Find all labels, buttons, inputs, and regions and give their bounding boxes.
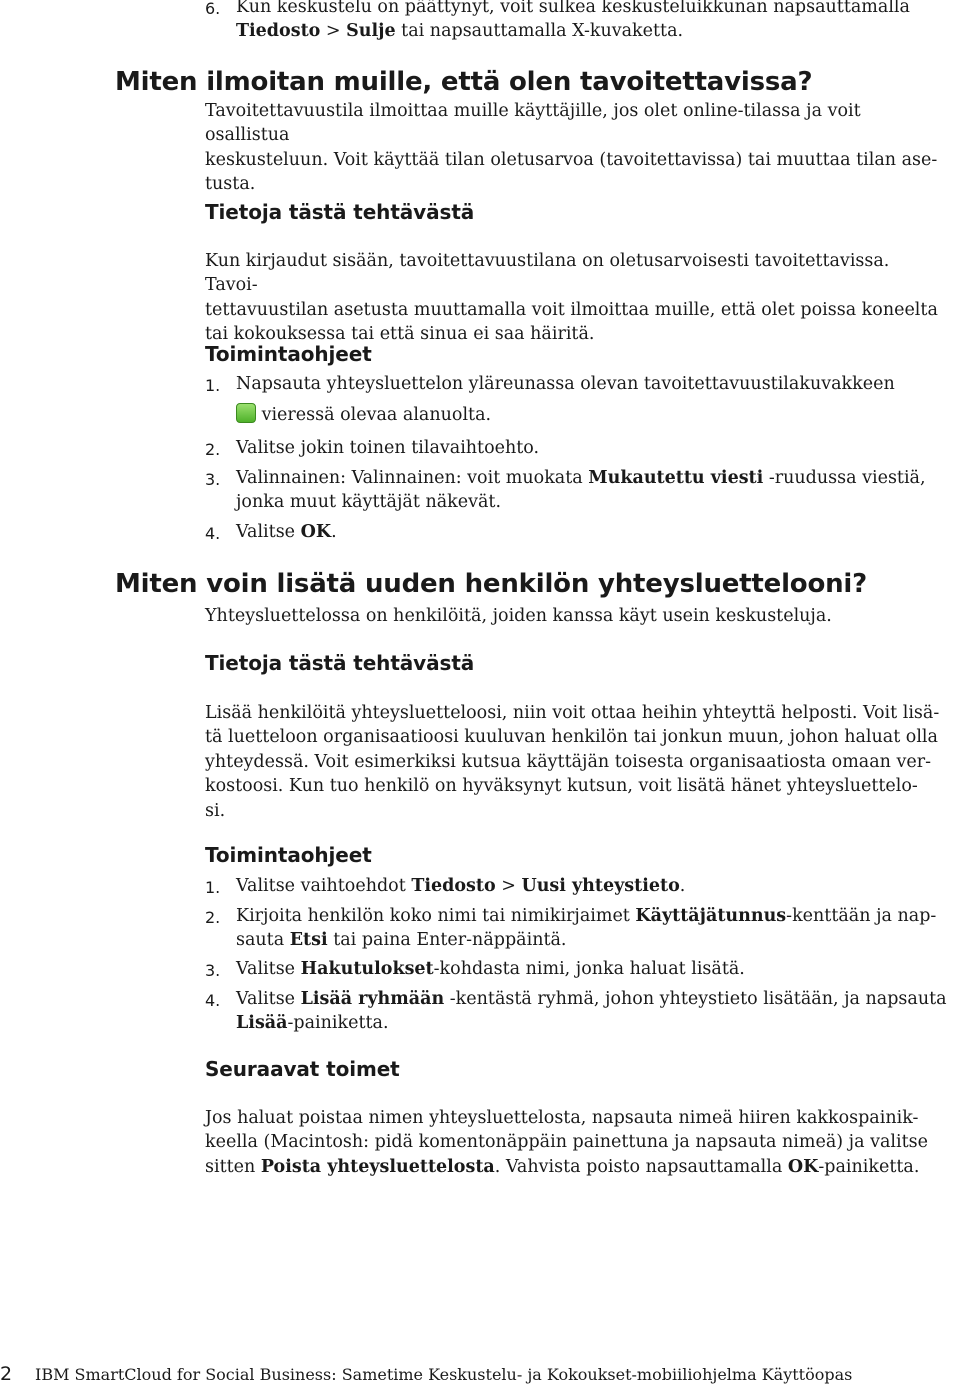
- section-intro: Tavoitettavuustila ilmoittaa muille käyttäjille, jos olet online-tilassa ja voit osallistua keskusteluun. Voit käyttää tilan oletusarvoa (tavoitettavissa) tai muuttaa tilan ase- tusta.: [205, 101, 938, 195]
- step-number: 1.: [205, 376, 221, 395]
- next-paragraph: Jos haluat poistaa nimen yhteysluettelosta, napsauta nimeä hiiren kakkospainik- keella (Macintosh: pidä komentonäppäin painettuna ja napsauta nimeä) ja valitse sitten Poista yhteysluettelosta. Vahvista poisto napsauttamalla OK-painiketta.: [205, 1108, 928, 1177]
- section-intro: Yhteysluettelossa on henkilöitä, joiden kanssa käyt usein keskusteluja.: [205, 606, 832, 626]
- step-item: Valinnainen: Valinnainen: voit muokata Mukautettu viesti -ruudussa viestiä, jonka muut käyttäjät näkevät.: [236, 468, 926, 513]
- step-item: Valitse vaihtoehdot Tiedosto > Uusi yhteystieto.: [236, 876, 686, 896]
- list-item: [236, 0, 956, 44]
- list-number: 6.: [205, 0, 221, 18]
- subheading-steps: Toimintaohjeet: [205, 843, 372, 867]
- list-item-text: Kun keskustelu on päättynyt, voit sulkea keskusteluikkunan napsauttamalla: [236, 0, 910, 17]
- subheading-about: Tietoja tästä tehtävästä: [205, 651, 475, 675]
- step-item: Valitse OK.: [236, 522, 337, 542]
- step-item: Kirjoita henkilön koko nimi tai nimikirjaimet Käyttäjätunnus-kenttään ja nap- sauta Etsi tai paina Enter-näppäintä.: [236, 906, 937, 951]
- step-item: Valitse jokin toinen tilavaihtoehto.: [236, 438, 540, 458]
- subheading-about: Tietoja tästä tehtävästä: [205, 200, 475, 224]
- step-number: 4.: [205, 524, 221, 543]
- step-number: 3.: [205, 961, 221, 980]
- step-number: 2.: [205, 908, 221, 927]
- about-paragraph: Kun kirjaudut sisään, tavoitettavuustilana on oletusarvoisesti tavoitettavissa. Tavoi- tettavuustilan asetusta muuttamalla voit ilmoittaa muille, että olet poissa koneelta tai kokouksessa tai että sinua ei saa häiritä.: [205, 251, 938, 345]
- subheading-steps: Toimintaohjeet: [205, 342, 372, 366]
- list-item-text: Tiedosto > Sulje tai napsauttamalla X-kuvaketta.: [236, 21, 684, 42]
- section-heading: Miten ilmoitan muille, että olen tavoitettavissa?: [115, 67, 813, 97]
- step-number: 3.: [205, 470, 221, 489]
- subheading-next: Seuraavat toimet: [205, 1057, 400, 1081]
- step-item: Napsauta yhteysluettelon yläreunassa olevan tavoitettavuustilakuvakkeen vieressä olevaa alanuolta.: [236, 374, 895, 426]
- step-item: Valitse Hakutulokset-kohdasta nimi, jonka haluat lisätä.: [236, 959, 745, 979]
- availability-status-icon: [236, 403, 256, 423]
- about-paragraph: Lisää henkilöitä yhteysluetteloosi, niin voit ottaa heihin yhteyttä helposti. Voit lisä- tä luetteloon organisaatioosi kuuluvan henkilön tai jonkun muun, johon haluat olla yhteydessä. Voit esimerkiksi kutsua käyttäjän toisesta organisaatiosta omaan ver- kostoosi. Kun tuo henkilö on hyväksynyt kutsun, voit lisätä hänet yhteysluettelo- si.: [205, 703, 940, 821]
- footer-title: IBM SmartCloud for Social Business: Sametime Keskustelu- ja Kokoukset-mobiiliohjelma Käyttöopas: [35, 1365, 853, 1384]
- step-number: 2.: [205, 440, 221, 459]
- step-item: Valitse Lisää ryhmään -kentästä ryhmä, johon yhteystieto lisätään, ja napsauta Lisää-painiketta.: [236, 989, 947, 1034]
- page-number: 2: [0, 1363, 13, 1385]
- step-number: 1.: [205, 878, 221, 897]
- section-heading: Miten voin lisätä uuden henkilön yhteysluettelooni?: [115, 569, 868, 599]
- step-number: 4.: [205, 991, 221, 1010]
